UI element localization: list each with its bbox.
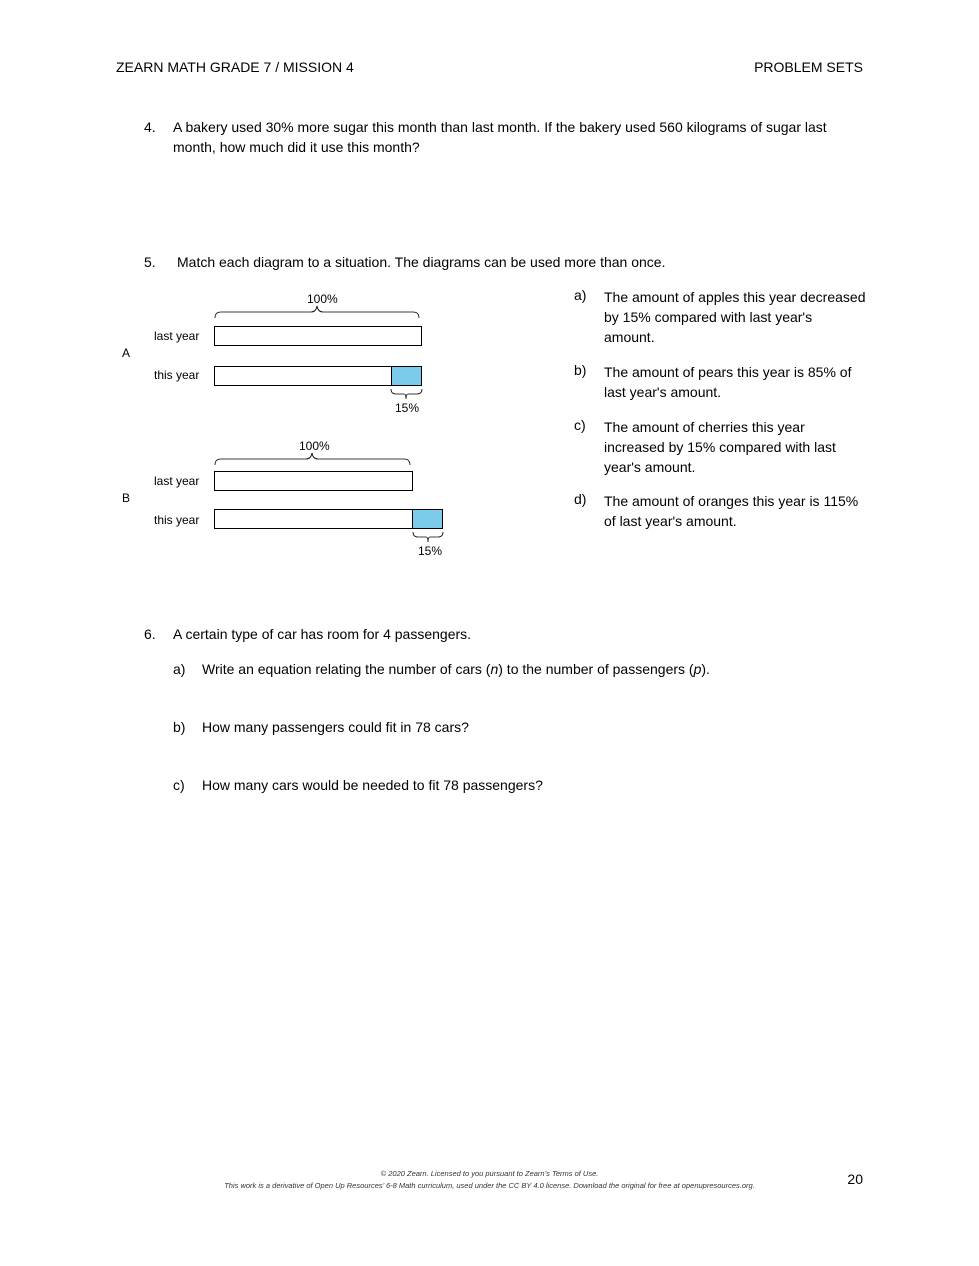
diagram-b-last-year-bar xyxy=(215,472,413,491)
q6-number: 6. xyxy=(144,626,156,642)
diagram-b-this-year-part xyxy=(413,510,443,529)
diagram-b-this-year-bar xyxy=(215,510,413,529)
q6-part-c-label: c) xyxy=(173,777,185,793)
diagram-a-top-label: 100% xyxy=(307,292,338,306)
diagram-a-this-year-bar xyxy=(215,367,392,386)
diagram-a-label: A xyxy=(122,346,131,360)
diagram-a-top-brace xyxy=(215,306,419,318)
footer-license: This work is a derivative of Open Up Resources’ 6-8 Math curriculum, used under the CC BY 4.0 license. Download the original for free at openupresources.org. xyxy=(224,1181,755,1190)
option-a-label: a) xyxy=(574,287,587,303)
diagram-b-row2-label: this year xyxy=(154,513,200,527)
q6-part-a-text: Write an equation relating the number of cars (n) to the number of passengers (p). xyxy=(202,661,710,677)
diagram-a-row1-label: last year xyxy=(154,329,200,343)
diagram-a-last-year-bar xyxy=(215,327,422,346)
diagram-a-part-label: 15% xyxy=(395,401,420,415)
diagram-b-row1-label: last year xyxy=(154,474,200,488)
diagram-b-part-label: 15% xyxy=(418,544,443,558)
q6-part-b-text: How many passengers could fit in 78 cars? xyxy=(202,719,469,735)
diagram-a-row2-label: this year xyxy=(154,368,200,382)
header-title: ZEARN MATH GRADE 7 / MISSION 4 xyxy=(116,59,354,75)
diagram-b-label: B xyxy=(122,491,131,505)
q5-number: 5. xyxy=(144,254,156,270)
option-c-label: c) xyxy=(574,417,586,433)
header-section: PROBLEM SETS xyxy=(754,59,863,75)
footer-copyright: © 2020 Zearn. Licensed to you pursuant to Zearn’s Terms of Use. xyxy=(380,1169,599,1178)
q6-part-b-label: b) xyxy=(173,719,186,735)
diagram-a-part-brace xyxy=(391,389,422,399)
option-b-label: b) xyxy=(574,362,587,378)
q4-text: A bakery used 30% more sugar this month than last month. If the bakery used 560 kilograms of sugar last month, how much did it use this month? xyxy=(173,119,827,155)
page-number: 20 xyxy=(847,1171,863,1187)
option-a-text: The amount of apples this year decreased by 15% compared with last year's amount. xyxy=(604,289,866,345)
diagram-a-this-year-part xyxy=(392,367,422,386)
diagram-b-top-label: 100% xyxy=(299,439,330,453)
q6-part-a-label: a) xyxy=(173,661,186,677)
option-d-text: The amount of oranges this year is 115% of last year's amount. xyxy=(604,493,859,529)
q5-text: Match each diagram to a situation. The diagrams can be used more than once. xyxy=(177,254,666,270)
diagram-b-top-brace xyxy=(215,453,410,465)
q6-part-c-text: How many cars would be needed to fit 78 passengers? xyxy=(202,777,543,793)
q4-number: 4. xyxy=(144,119,156,135)
option-d-label: d) xyxy=(574,491,587,507)
option-b-text: The amount of pears this year is 85% of last year's amount. xyxy=(604,364,852,400)
q6-text: A certain type of car has room for 4 passengers. xyxy=(173,626,472,642)
var-n: n xyxy=(490,661,499,677)
option-c-text: The amount of cherries this year increased by 15% compared with last year's amount. xyxy=(604,419,836,475)
diagram-b-part-brace xyxy=(413,532,443,542)
var-p: p xyxy=(693,661,702,677)
